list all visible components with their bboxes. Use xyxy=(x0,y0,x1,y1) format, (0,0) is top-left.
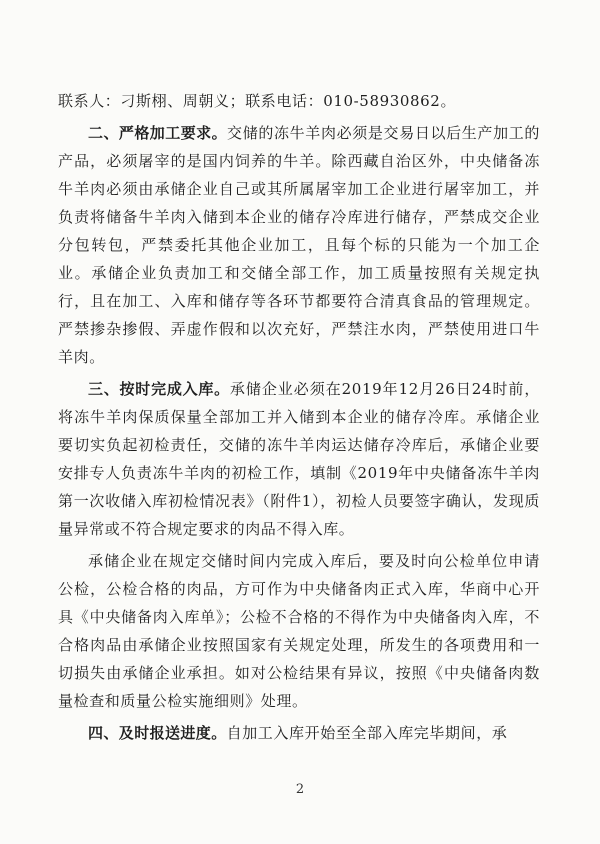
contact-line: 联系人：刁斯栩、周朝义；联系电话：010-58930862。 xyxy=(58,92,457,110)
document-body xyxy=(58,87,540,751)
section-processing-requirements xyxy=(58,119,540,371)
section-text: 交储的冻牛羊肉必须是交易日以后生产加工的产品，必须屠宰的是国内饲养的牛羊。除西藏自治区外，中央储备冻牛羊肉必须由承储企业自己或其所属屠宰加工企业进行屠宰加工，并负责将储备牛羊肉入储到本企业的储存冷库进行储存，严禁成交企业分包转包，严禁委托其他企业加工，且每个标的只能为一个加工企业。承储企业负责加工和交储全部工作，加工质量按照有关规定执行，且在加工、入库和储存等各环节都要符合清真食品的管理规定。严禁掺杂掺假、弄虚作假和以次充好，严禁注水肉，严禁使用进口牛羊肉。 xyxy=(58,124,540,366)
section-text: 承储企业必须在2019年12月26日24时前，将冻牛羊肉保质保量全部加工并入储到本企业的储存冷库。承储企业要切实负起初检责任，交储的冻牛羊肉运达储存冷库后，承储企业要安排专人负责冻牛羊肉的初检工作，填制《2019年中央储备冻牛羊肉第一次收储入库初检情况表》（附件1），初检人员要签字确认，发现质量异常或不符合规定要求的肉品不得入库。 xyxy=(58,380,540,538)
section-timely-storage xyxy=(58,375,540,543)
section-progress-report xyxy=(58,719,540,747)
section-heading: 二、严格加工要求。 xyxy=(88,124,228,142)
section-heading: 四、及时报送进度。 xyxy=(88,724,227,742)
section-text: 承储企业在规定交储时间内完成入库后，要及时向公检单位申请公检，公检合格的肉品，方可作为中央储备肉正式入库，华商中心开具《中央储备肉入库单》；公检不合格的不得作为中央储备肉入库，不合格肉品由承储企业按照国家有关规定处理，所发生的各项费用和一切损失由承储企业承担。如对公检结果有异议，按照《中央储备肉数量检查和质量公检实施细则》处理。 xyxy=(58,552,540,710)
section-heading: 三、按时完成入库。 xyxy=(88,380,230,398)
page-number: 2 xyxy=(295,782,305,797)
section-public-inspection xyxy=(58,547,540,715)
section-text: 自加工入库开始至全部入库完毕期间，承 xyxy=(226,724,508,742)
